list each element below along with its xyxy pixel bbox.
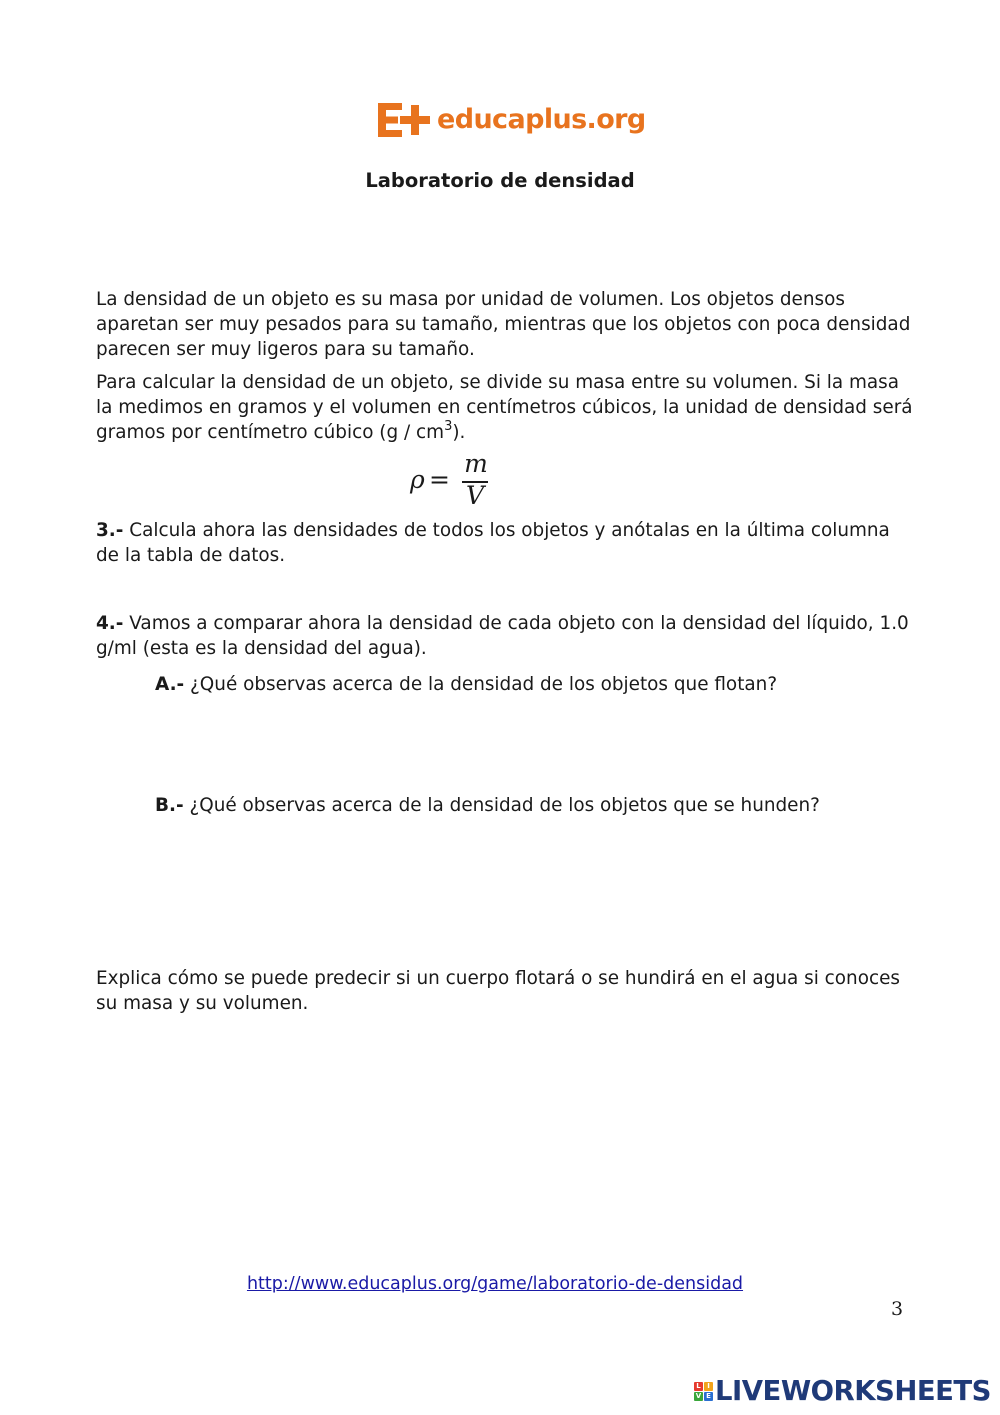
density-calc-paragraph — [96, 370, 916, 445]
question-4-label: 4.- — [96, 613, 124, 634]
intro-paragraph: La densidad de un objeto es su masa por unidad de volumen. Los objetos densos aparetan ser muy pesados para su tamaño, mientras que los objetos con poca densidad parecen ser muy ligeros para su tamaño. — [96, 289, 911, 360]
source-link[interactable]: http://www.educaplus.org/game/laboratorio-de-densidad — [246, 1274, 744, 1294]
educaplus-logo — [377, 100, 646, 140]
page-title: Laboratorio de densidad — [365, 169, 635, 192]
page-number: 3 — [891, 1298, 904, 1320]
liveworksheets-icon — [694, 1382, 713, 1401]
educaplus-e-plus-icon — [377, 101, 431, 139]
question-3 — [96, 518, 916, 568]
formula-denominator: V — [465, 481, 485, 510]
lw-cell-v: V — [695, 1391, 702, 1400]
logo-text: educaplus.org — [437, 104, 646, 135]
question-4-text: Vamos a comparar ahora la densidad de cada objeto con la densidad del líquido, 1.0 g/ml (esta es la densidad del agua). — [96, 613, 909, 659]
lw-cell-i: I — [704, 1382, 713, 1391]
liveworksheets-brand[interactable] — [694, 1374, 991, 1408]
formula-numerator: m — [464, 449, 488, 478]
question-3-label: 3.- — [96, 520, 124, 541]
formula-equals: = — [429, 465, 450, 494]
question-4 — [96, 611, 916, 661]
question-4a-label: A.- — [155, 674, 185, 695]
question-4a — [155, 672, 935, 697]
density-calc-text: Para calcular la densidad de un objeto, se divide su masa entre su volumen. Si la masa la medimos en gramos y el volumen en centímetros cúbicos, la unidad de densidad será gramos por centímetro cúbico (g / cm — [96, 372, 913, 443]
question-4a-text: ¿Qué observas acerca de la densidad de los objetos que flotan? — [184, 674, 778, 695]
question-explain: Explica cómo se puede predecir si un cuerpo flotará o se hundirá en el agua si conoces su masa y su volumen. — [96, 968, 900, 1014]
density-calc-end: ). — [452, 422, 466, 443]
lw-cell-l: L — [694, 1382, 703, 1391]
lw-cell-e: E — [704, 1392, 713, 1401]
liveworksheets-text: LIVEWORKSHEETS — [715, 1375, 991, 1407]
question-3-text: Calcula ahora las densidades de todos los objetos y anótalas en la última columna de la tabla de datos. — [96, 520, 890, 566]
question-4b-label: B.- — [155, 795, 184, 816]
question-4b-text: ¿Qué observas acerca de la densidad de los objetos que se hunden? — [183, 795, 820, 816]
formula-rho: ρ — [410, 465, 425, 494]
cube-superscript: 3 — [444, 419, 453, 434]
density-formula — [410, 449, 510, 512]
question-4b — [155, 793, 935, 818]
